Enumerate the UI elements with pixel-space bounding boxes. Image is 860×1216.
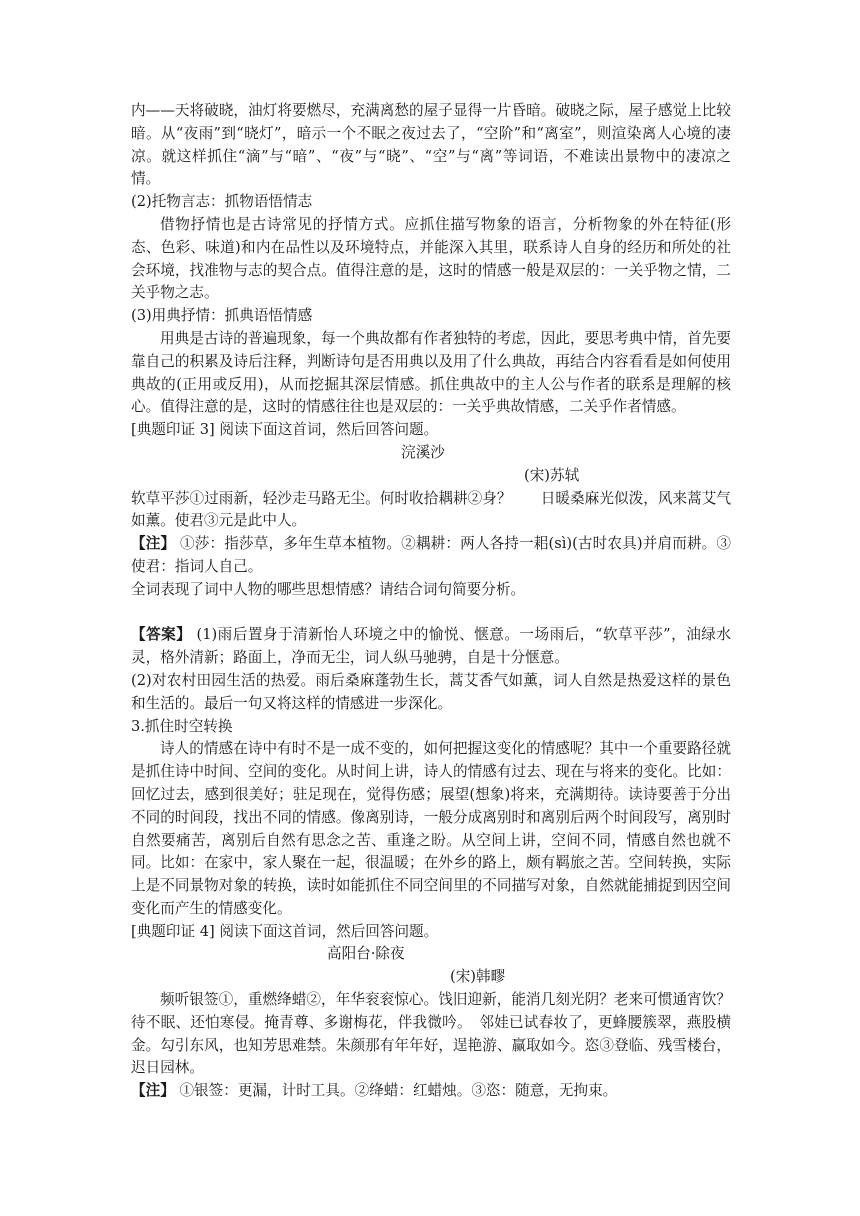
poem-2-title: 高阳台·除夜 (327, 945, 405, 963)
example-3-text: 阅读下面这首词，然后回答问题。 (219, 421, 439, 439)
heading-2: (2)托物言志：抓物语悟情志 (131, 193, 313, 211)
answer-label: 【答案】 (131, 626, 192, 644)
example-4-label: [典题印证 4] (131, 922, 215, 940)
example-3-label: [典题印证 3] (131, 421, 215, 439)
note-2-text: ①银签：更漏，计时工具。②绛蜡：红蜡烛。③恣：随意，无拘束。 (179, 1082, 618, 1100)
example-4-text: 阅读下面这首词，然后回答问题。 (219, 922, 439, 940)
poem-1-author: (宋)苏轼 (524, 466, 580, 484)
paragraph-4: 诗人的情感在诗中有时不是一成不变的，如何把握这变化的情感呢？其中一个重要路径就是抓住诗中时间、空间的变化。从时间上讲，诗人的情感有过去、现在与将来的变化。比如：回忆过去，感到很美好；驻足现在，觉得伤感；展望(想象)将来，充满期待。读诗要善于分出不同的时间段，找出不同的情感。像离别诗，一般分成离别时和离别后两个时间段写，离别时自然要痛苦，离别后自然有思念之苦、重逢之盼。从空间上讲，空间不同，情感自然也就不同。比如：在家中，家人聚在一起，很温暖；在外乡的路上，颇有羁旅之苦。空间转换，实际上是不同景物对象的转换，读时如能抓住不同空间里的不同描写对象，自然就能捕捉到因空间变化而产生的情感变化。 (131, 740, 731, 917)
poem-1-title: 浣溪沙 (401, 443, 445, 461)
question-1: 全词表现了词中人物的哪些思想情感？请结合词句简要分析。 (131, 580, 526, 598)
example-4 (131, 921, 731, 944)
answer-2: (2)对农村田园生活的热爱。雨后桑麻蓬勃生长，蒿艾香气如薰，词人自然是热爱这样的景色和生活的。最后一句又将这样的情感进一步深化。 (131, 671, 731, 712)
note-2 (131, 1080, 731, 1103)
answer-1-text: (1)雨后置身于清新怡人环境之中的愉悦、惬意。一场雨后，“软草平莎”，油绿水灵，格外清新；路面上，净而无尘，词人纵马驰骋，自是十分惬意。 (131, 626, 731, 667)
answer-1 (131, 624, 731, 670)
note-2-label: 【注】 (131, 1082, 175, 1100)
poem-2-body: 频听银签①，重燃绛蜡②，年华衮衮惊心。饯旧迎新，能消几刻光阴？老来可惯通宵饮？待不眠、还怕寒侵。掩青尊、多谢梅花，伴我微吟。 邻娃已试春妆了，更蜂腰簇翠，燕股横金。勾引东风，也知芳思难禁。朱颜那有年年好，逞艳游、赢取如今。恣③登临、残雪楼台，迟日园林。 (131, 991, 731, 1077)
note-1-label: 【注】 (131, 535, 176, 553)
document-page (131, 100, 731, 1103)
note-1-text: ①莎：指莎草，多年生草本植物。②耦耕：两人各持一耜(sì)(古时农具)并肩而耕。③使君：指词人自己。 (131, 535, 732, 575)
poem-1-body: 软草平莎①过雨新，轻沙走马路无尘。何时收拾耦耕②身？ 日暖桑麻光似泼，风来蒿艾气如薰。使君③元是此中人。 (131, 489, 731, 530)
heading-4: 3.抓住时空转换 (131, 717, 233, 735)
heading-3: (3)用典抒情：抓典语悟情感 (131, 307, 313, 325)
poem-2-author: (宋)韩疁 (450, 968, 506, 986)
spacer (131, 602, 731, 625)
example-3 (131, 419, 731, 442)
paragraph-3: 用典是古诗的普遍现象，每一个典故都有作者独特的考虑，因此，要思考典中情，首先要靠自己的积累及诗后注释，判断诗句是否用典以及用了什么典故，再结合内容看看是如何使用典故的(正用或反用)，从而挖掘其深层情感。抓住典故中的主人公与作者的联系是理解的核心。值得注意的是，这时的情感往往也是双层的：一关乎典故情感，二关乎作者情感。 (131, 329, 731, 416)
paragraph-2: 借物抒情也是古诗常见的抒情方式。应抓住描写物象的语言，分析物象的外在特征(形态、色彩、味道)和内在品性以及环境特点，并能深入其里，联系诗人自身的经历和所处的社会环境，找准物与志的契合点。值得注意的是，这时的情感一般是双层的：一关乎物之情，二关乎物之志。 (131, 215, 731, 302)
note-1 (131, 533, 731, 579)
paragraph-intro: 内——天将破晓，油灯将要燃尽，充满离愁的屋子显得一片昏暗。破晓之际，屋子感觉上比较暗。从“夜雨”到“晓灯”，暗示一个不眠之夜过去了，“空阶”和“离室”，则渲染离人心境的凄凉。就这样抓住“滴”与“暗”、“夜”与“晓”、“空”与“离”等词语，不难读出景物中的凄凉之情。 (131, 102, 731, 188)
